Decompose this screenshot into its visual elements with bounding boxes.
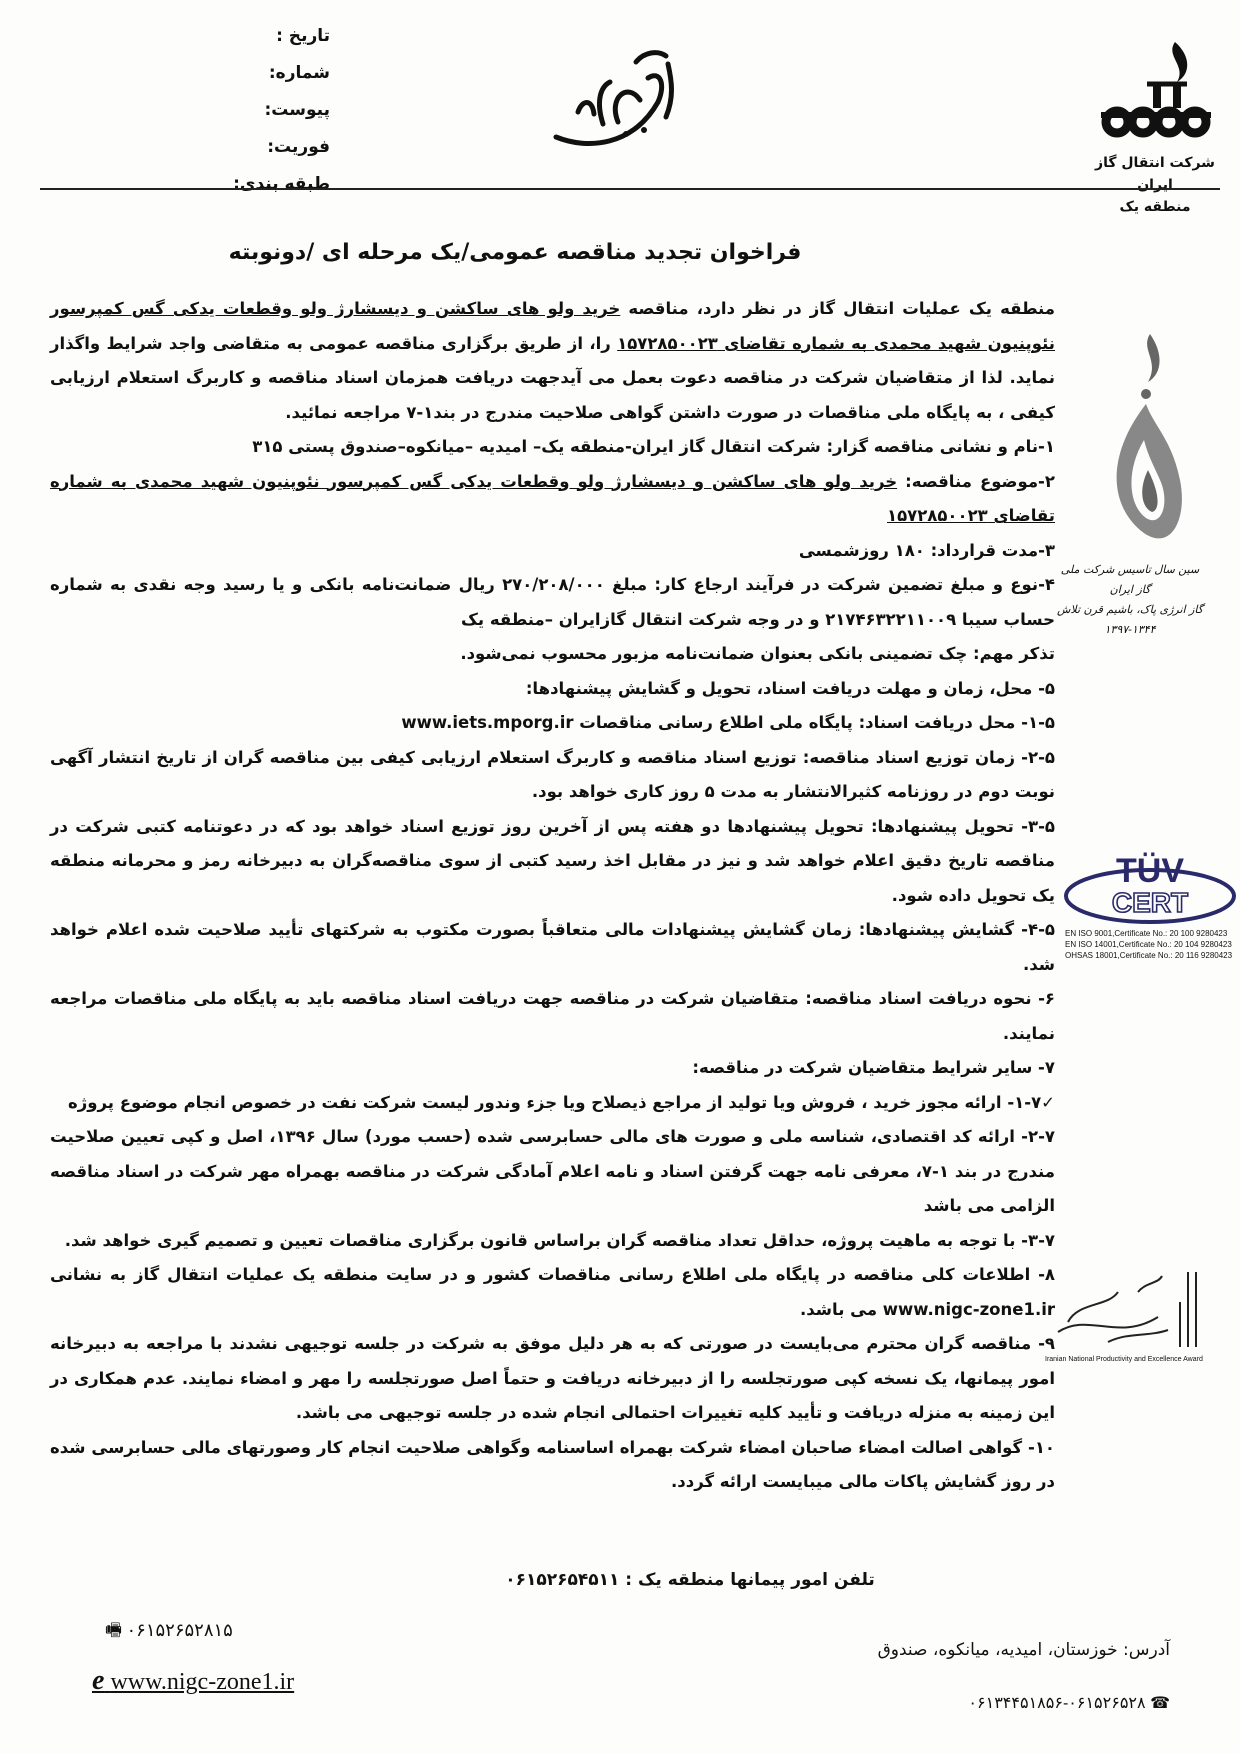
paragraph: ۲-۵- زمان توزیع اسناد مناقصه: توزیع اسناد مناقصه و کاربرگ استعلام ارزیابی کیفی بین مناقصه گران از تاریخ انتشار آگهی نوبت دوم در روزنامه کثیرالانتشار به مدت ۵ روز کاری خواهد بود. — [50, 747, 1055, 801]
tuv-cert-logo-icon — [1062, 848, 1237, 928]
paragraph: ✓۱-۷- ارائه مجوز خرید ، فروش ویا تولید از مراجع ذیصلاح ویا جزء وندور لیست شرکت نفت در خصوص انجام موضوع پروژه — [68, 1092, 1055, 1112]
calligraphy-bismillah-icon — [548, 42, 688, 154]
header-divider — [40, 188, 1220, 190]
document-meta-fields — [200, 18, 330, 203]
paragraph: ۷- سایر شرایط متقاضیان شرکت در مناقصه: — [692, 1058, 1055, 1077]
org-region: منطقه یک — [1119, 199, 1191, 215]
address: آدرس: خوزستان، امیدیه، میانکوه، صندوق — [877, 1640, 1170, 1660]
paragraph: ۲-موضوع مناقصه: خرید ولو های ساکشن و دیسشارژ ولو وقطعات یدکی گس کمپرسور نئوپنیون شهید محمدی به شماره تقاضای ۱۵۷۲۸۵۰۰۲۳ — [50, 471, 1055, 525]
tuv-label: TÜV — [1116, 852, 1184, 890]
paragraph: ۹- مناقصه گران محترم می‌بایست در صورتی که به هر دلیل موفق به شرکت در جلسه توجیهی نشدند با مراجعه به دبیرخانه امور پیمانها، یک نسخه کپی صورتجلسه را از دبیرخانه دریافت و حتماً اصل صورتجلسه را مهر و امضاء نمایند. عدم همکاری در این زمینه به منزله دریافت و تأیید کلیه تغییرات احتمالی انجام شده در جلسه توجیهی می باشد. — [50, 1334, 1055, 1422]
iso-line: EN ISO 14001,Certificate No.: 20 104 9280423 — [1065, 940, 1232, 949]
meta-classification: طبقه بندی: — [233, 174, 330, 194]
meta-date: تاریخ : — [276, 26, 330, 46]
website-url[interactable]: www.nigc-zone1.ir — [110, 1669, 295, 1695]
meta-attachment: پیوست: — [264, 100, 330, 120]
award-caption: Iranian National Productivity and Excellence Award — [1045, 1356, 1203, 1363]
anniversary-line-1: سین سال تاسیس شرکت ملی گاز ایران — [1060, 563, 1200, 596]
org-name: شرکت انتقال گاز ایران — [1095, 155, 1215, 193]
tender-body — [50, 292, 1055, 1500]
paragraph: ۳-۵- تحویل پیشنهادها: تحویل پیشنهادها دو هفته پس از آخرین روز توزیع اسناد خواهد بود که در دعوتنامه کتبی شرکت در مناقصه تاریخ دقیق اعلام خواهد شد و نیز در مقابل اخذ رسید کتبی از سوی مناقصه‌گران به دبیرخانه رمز و محرمانه منطقه یک تحویل داده شود. — [50, 816, 1055, 905]
fax-icon: 🖷 — [105, 1620, 122, 1640]
iso-line: EN ISO 9001,Certificate No.: 20 100 9280423 — [1065, 929, 1228, 938]
anniversary-line-2: گاز انرژی پاک، باشیم قرن تلاش — [1056, 603, 1204, 616]
website-link[interactable] — [92, 1665, 294, 1697]
paragraph: ۱-نام و نشانی مناقصه گزار: شرکت انتقال گاز ایران-منطقه یک– امیدیه –میانکوه–صندوق پستی ۳۱۵ — [252, 437, 1055, 456]
paragraph: ۱-۵- محل دریافت اسناد: پایگاه ملی اطلاع رسانی مناقصات www.iets.mporg.ir — [401, 713, 1055, 732]
iso-certificates — [1065, 928, 1235, 961]
meta-number: شماره: — [268, 63, 330, 83]
cert-label: CERT — [1111, 887, 1189, 918]
excellence-award-icon — [1048, 1262, 1208, 1357]
paragraph: ۳-مدت قرارداد: ۱۸۰ روزشمسی — [798, 540, 1055, 560]
paragraph: ۴-نوع و مبلغ تضمین شرکت در فرآیند ارجاع کار: مبلغ ۲۷۰/۲۰۸/۰۰۰ ریال ضمانت‌نامه بانکی و یا رسید وجه نقدی به شماره حساب سیبا ۲۱۷۴۶۳۲۲۱۱۰۰۹ و در وجه شرکت انتقال گازایران –منطقه یک — [50, 575, 1055, 629]
phone-numbers — [900, 1693, 1170, 1713]
paragraph: تذکر مهم: چک تضمینی بانکی بعنوان ضمانت‌نامه مزبور محسوب نمی‌شود. — [460, 644, 1055, 663]
paragraph: ۸- اطلاعات کلی مناقصه در پایگاه ملی اطلاع رسانی مناقصات کشور و در سایت منطقه یک عملیات انتقال گاز به نشانی www.nigc-zone1.ir می باشد. — [50, 1265, 1055, 1319]
paragraph: منطقه یک عملیات انتقال گاز در نظر دارد، مناقصه خرید ولو های ساکشن و دیسشارژ ولو وقطعات یدکی گس کمپرسور نئوپنیون شهید محمدی به شماره تقاضای ۱۵۷۲۸۵۰۰۲۳ را، از طریق برگزاری مناقصه عمومی به متقاضی واجد شرایط واگذار نماید. لذا از متقاضیان شرکت در مناقصه دعوت بعمل می آیدجهت دریافت همزمان اسناد مناقصه و کاربرگ استعلام ارزیابی کیفی ، به پایگاه ملی مناقصات در صورت داشتن گواهی صلاحیت مندرج در بند۱-۷ مراجعه نمائید. — [50, 299, 1056, 422]
fax-value: ۰۶۱۵۲۶۵۲۸۱۵ — [126, 1620, 233, 1640]
anniversary-flame-icon — [1100, 330, 1190, 560]
anniversary-years: ۱۳۹۷-۱۳۴۴ — [1104, 623, 1156, 636]
meta-urgency: فوریت: — [267, 137, 330, 157]
contracts-phone: تلفن امور پیمانها منطقه یک : ۰۶۱۵۲۶۵۴۵۱۱ — [505, 1570, 875, 1590]
telephone-icon: ☎ — [1150, 1695, 1170, 1712]
paragraph: ۱۰- گواهی اصالت امضاء صاحبان امضاء شرکت بهمراه اساسنامه وگواهی صلاحیت انجام کار وصورتهای مالی حسابرسی شده در روز گشایش پاکات مالی میبایست ارائه گردد. — [50, 1437, 1055, 1491]
paragraph: ۳-۷- با توجه به ماهیت پروژه، حداقل تعداد مناقصه گران براساس قانون برگزاری مناقصات تعیین و تصمیم گیری خواهد شد. — [64, 1230, 1055, 1250]
nigc-flame-logo-icon — [1095, 38, 1215, 148]
paragraph: ۶- نحوه دریافت اسناد مناقصه: متقاضیان شرکت در مناقصه جهت دریافت اسناد مناقصه باید به پایگاه ملی مناقصات مراجعه نمایند. — [50, 989, 1055, 1043]
paragraph: ۴-۵- گشایش پیشنهادها: زمان گشایش پیشنهادات مالی متعاقباً بصورت مکتوب به شرکتهای تأیید صلاحیت شده اعلام خواهد شد. — [50, 920, 1055, 974]
phone-values: ۰۶۱۳۴۴۵۱۸۵۶-۰۶۱۵۲۶۵۲۸ — [968, 1695, 1146, 1712]
paragraph: ۵- محل، زمان و مهلت دریافت اسناد، تحویل و گشایش پیشنهادها: — [525, 678, 1055, 698]
paragraph: ۲-۷- ارائه کد اقتصادی، شناسه ملی و صورت های مالی حسابرسی شده (حسب مورد) سال ۱۳۹۶، اصل و کپی تعیین صلاحیت مندرج در بند ۱-۷، معرفی نامه جهت گرفتن اسناد و نامه اعلام آمادگی شرکت در مناقصه بهمراه مهر شرکت در اسناد مناقصه الزامی می باشد — [50, 1127, 1055, 1215]
anniversary-caption — [1055, 560, 1205, 640]
browser-e-icon: e — [92, 1665, 105, 1696]
page-title: فراخوان تجدید مناقصه عمومی/یک مرحله ای /دونوبته — [228, 240, 802, 265]
company-logo — [1085, 38, 1225, 218]
iso-line: OHSAS 18001,Certificate No.: 20 116 9280423 — [1065, 951, 1233, 960]
fax-number — [105, 1618, 233, 1648]
